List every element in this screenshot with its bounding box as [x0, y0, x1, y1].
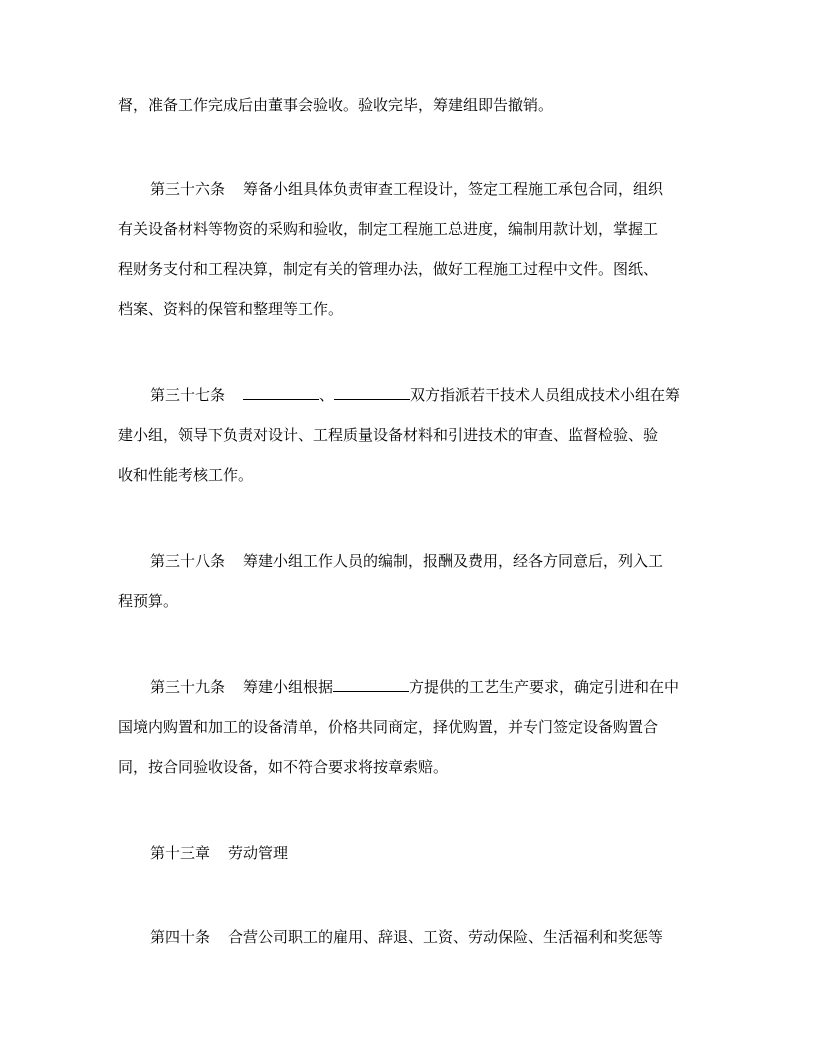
article-36-line-1: [150, 178, 663, 200]
article-40-number: 第四十条: [150, 928, 211, 946]
chapter-13-title: 劳动管理: [228, 844, 289, 862]
article-35-tail: 督，准备工作完成后由董事会验收。验收完毕，筹建组即告撤销。: [118, 96, 554, 114]
article-40-text-1: 合营公司职工的雇用、辞退、工资、劳动保险、生活福利和奖惩等: [228, 928, 664, 946]
article-37-number: 第三十七条: [150, 386, 226, 404]
fill-in-blank-2[interactable]: [334, 384, 410, 400]
article-36-line-4: 档案、资料的保管和整理等工作。: [118, 300, 344, 318]
article-38-number: 第三十八条: [150, 552, 226, 570]
article-37-line-3: 收和性能考核工作。: [118, 466, 254, 484]
article-36-line-2: 有关设备材料等物资的采购和验收，制定工程施工总进度，编制用款计划，掌握工: [118, 220, 659, 238]
fill-in-blank-3[interactable]: [333, 676, 409, 692]
article-39-text-post: 方提供的工艺生产要求，确定引进和在中: [409, 678, 680, 696]
chapter-13-heading: [150, 842, 288, 864]
fill-in-blank-1[interactable]: [243, 384, 319, 400]
article-37-line-1: [150, 384, 680, 406]
article-38-text-1: 筹建小组工作人员的编制，报酬及费用，经各方同意后，列入工: [243, 552, 664, 570]
article-36-number: 第三十六条: [150, 180, 226, 198]
article-39-line-1: [150, 676, 679, 698]
article-37-separator: 、: [319, 386, 335, 404]
article-40-line-1: [150, 926, 663, 948]
article-38-line-1: [150, 550, 663, 572]
article-39-line-3: 同，按合同验收设备，如不符合要求将按章索赔。: [118, 758, 449, 776]
article-39-line-2: 国境内购置和加工的设备清单，价格共同商定，择优购置，并专门签定设备购置合: [118, 718, 659, 736]
article-39-text-pre: 筹建小组根据: [243, 678, 334, 696]
article-37-line-2: 建小组，领导下负责对设计、工程质量设备材料和引进技术的审查、监督检验、验: [118, 426, 659, 444]
chapter-13-number: 第十三章: [150, 844, 211, 862]
article-39-number: 第三十九条: [150, 678, 226, 696]
article-36-line-3: 程财务支付和工程决算，制定有关的管理办法，做好工程施工过程中文件。图纸、: [118, 260, 659, 278]
article-36-text-1: 筹备小组具体负责审查工程设计，签定工程施工承包合同，组织: [243, 180, 664, 198]
article-37-text-1: 双方指派若干技术人员组成技术小组在筹: [410, 386, 681, 404]
article-38-line-2: 程预算。: [118, 592, 179, 610]
